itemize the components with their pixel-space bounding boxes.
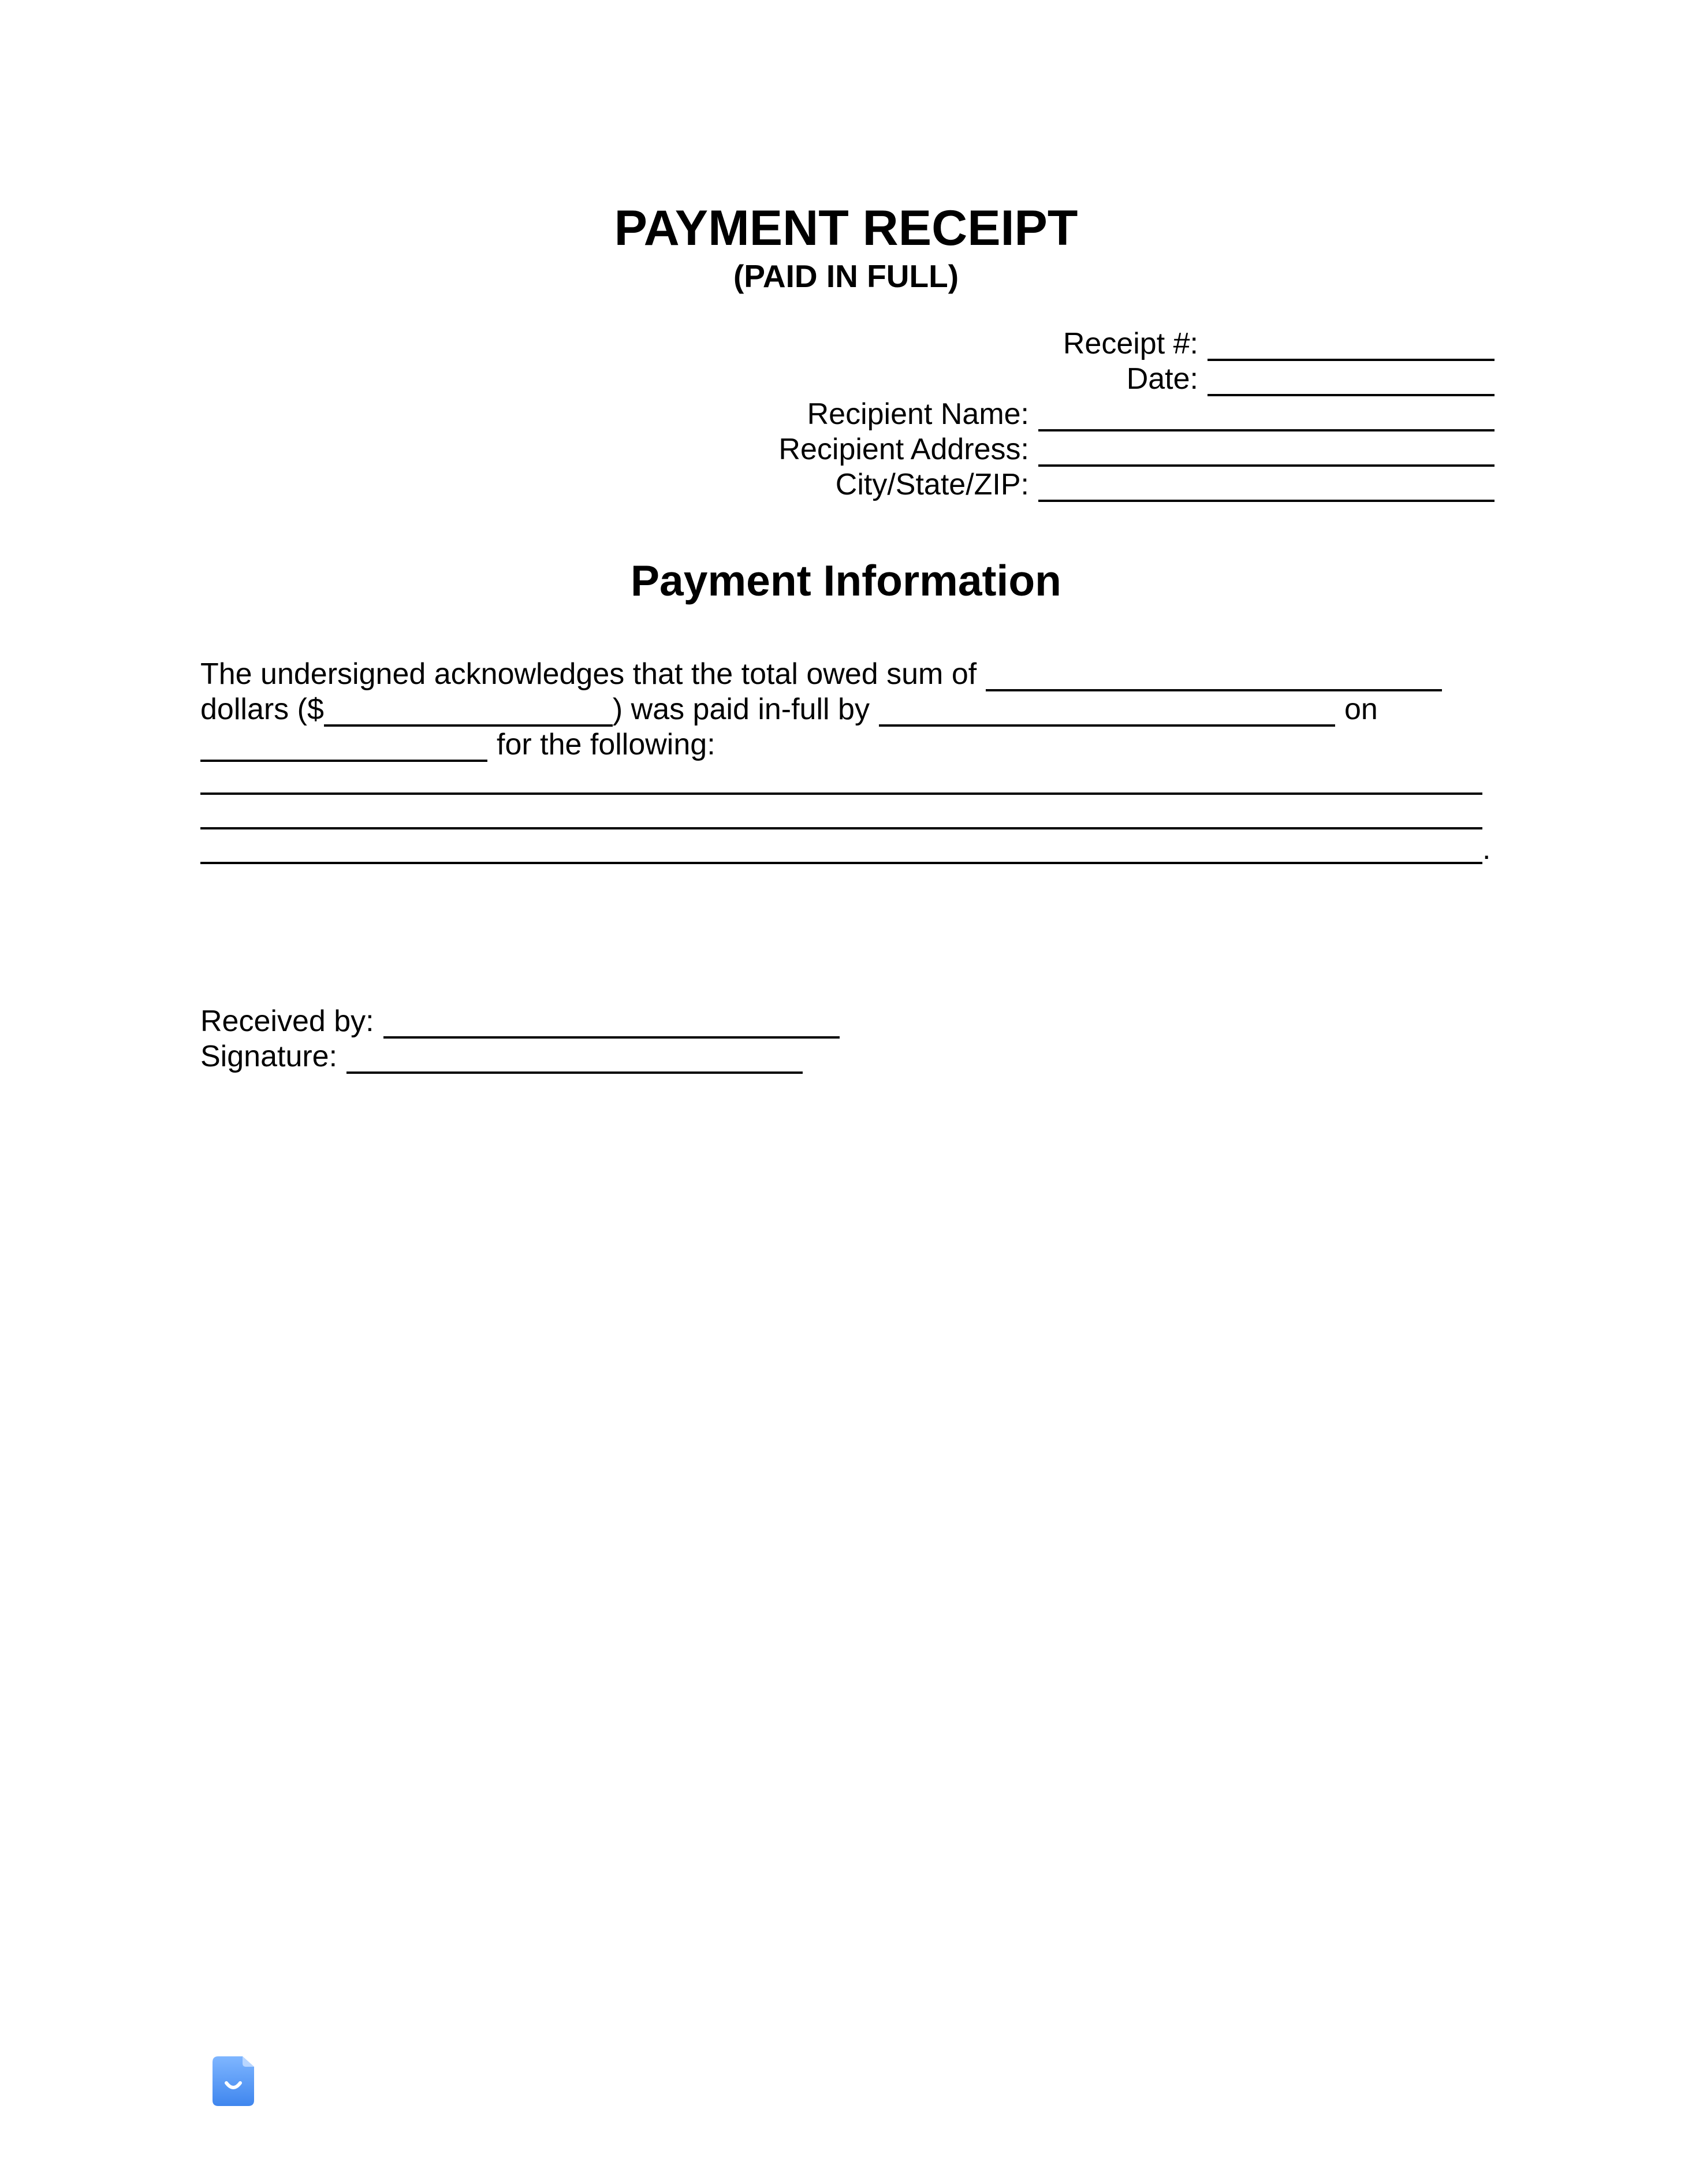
recipient-address-label: Recipient Address: — [778, 433, 1029, 466]
signature-row — [200, 1039, 803, 1074]
document-subtitle: (PAID IN FULL) — [733, 258, 959, 294]
signature-label: Signature: — [200, 1040, 338, 1073]
payment-line-1 — [200, 657, 1442, 691]
recipient-name-label: Recipient Name: — [807, 397, 1029, 431]
date-field[interactable] — [1207, 367, 1495, 396]
receipt-number-row — [1063, 326, 1495, 361]
description-end-period: . — [1482, 832, 1491, 866]
payment-information-heading: Payment Information — [631, 556, 1061, 605]
received-by-label: Received by: — [200, 1004, 374, 1038]
dollars-text: dollars ($ — [200, 693, 324, 726]
received-by-row — [200, 1004, 840, 1039]
date-row — [1127, 362, 1495, 396]
paid-by-text: ) was paid in-full by — [612, 693, 870, 726]
received-by-field[interactable] — [383, 1010, 840, 1039]
recipient-address-field[interactable] — [1038, 438, 1495, 467]
acknowledgement-text: The undersigned acknowledges that the total owed sum of — [200, 657, 977, 691]
recipient-name-field[interactable] — [1038, 403, 1495, 431]
owed-sum-words-field[interactable] — [986, 663, 1442, 691]
payer-name-field[interactable] — [879, 698, 1335, 727]
signature-field[interactable] — [346, 1045, 803, 1074]
city-state-zip-field[interactable] — [1038, 473, 1495, 502]
recipient-name-row — [807, 397, 1495, 431]
amount-field[interactable] — [324, 698, 613, 727]
description-line-2[interactable] — [200, 827, 1482, 829]
payment-date-field[interactable] — [200, 733, 487, 762]
receipt-number-field[interactable] — [1207, 332, 1495, 361]
document-logo-icon — [213, 2056, 254, 2106]
date-label: Date: — [1126, 362, 1198, 396]
receipt-number-label: Receipt #: — [1063, 327, 1198, 360]
city-state-zip-label: City/State/ZIP: — [835, 468, 1029, 501]
payment-line-2 — [200, 692, 1378, 727]
city-state-zip-row — [836, 467, 1495, 502]
document-title: PAYMENT RECEIPT — [614, 200, 1078, 256]
on-text: on — [1344, 693, 1378, 726]
recipient-address-row — [778, 432, 1495, 467]
description-line-1[interactable] — [200, 793, 1482, 795]
for-the-following-text: for the following: — [497, 728, 715, 761]
description-line-3[interactable] — [200, 862, 1482, 864]
payment-line-3 — [200, 727, 715, 762]
